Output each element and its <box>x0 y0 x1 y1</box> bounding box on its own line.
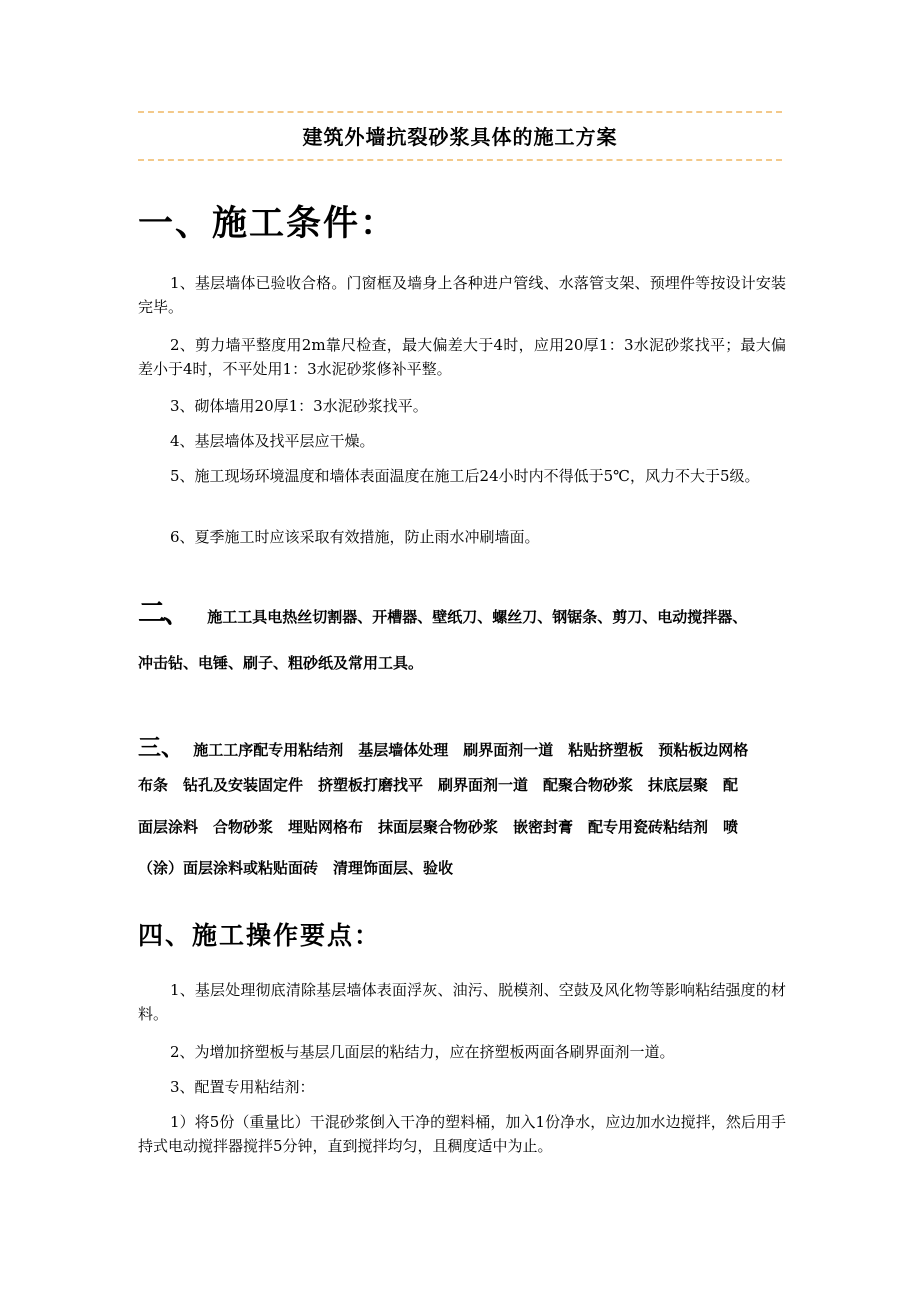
section3-line-2: 布条 钻孔及安装固定件 挤塑板打磨找平 刷界面剂一道 配聚合物砂浆 抹底层聚 配 <box>138 776 739 794</box>
section1-item-2: 2、剪力墙平整度用2m靠尺检查，最大偏差大于4时，应用20厚1：3水泥砂浆找平；最大偏差小于4时，不平处用1：3水泥砂浆修补平整。 <box>138 336 786 378</box>
section2-line-2: 冲击钻、电锤、刷子、粗砂纸及常用工具。 <box>138 654 424 672</box>
section1-item-4: 4、基层墙体及找平层应干燥。 <box>170 432 375 450</box>
section2-number: 二、 <box>138 596 189 629</box>
section3-line-1 <box>138 729 748 762</box>
section1-item-3: 3、砌体墙用20厚1：3水泥砂浆找平。 <box>170 397 428 415</box>
section4-item-4: 1）将5份（重量比）干混砂浆倒入干净的塑料桶，加入1份净水，应边加水边搅拌，然后用手持式电动搅拌器搅拌5分钟，直到搅拌均匀，且稠度适中为止。 <box>138 1113 786 1155</box>
top-dashed-divider <box>138 111 782 113</box>
section3-line-4: （涂）面层涂料或粘贴面砖 清理饰面层、验收 <box>138 859 454 877</box>
section1-item-6: 6、夏季施工时应该采取有效措施，防止雨水冲刷墙面。 <box>170 528 540 546</box>
section4-item-1: 1、基层处理彻底清除基层墙体表面浮灰、油污、脱模剂、空鼓及风化物等影响粘结强度的材料。 <box>138 981 786 1023</box>
section4-item-3: 3、配置专用粘结剂： <box>170 1078 315 1096</box>
section3-line-3: 面层涂料 合物砂浆 埋贴网格布 抹面层聚合物砂浆 嵌密封膏 配专用瓷砖粘结剂 喷 <box>138 818 739 836</box>
section1-heading: 一、施工条件： <box>138 203 398 244</box>
section4-heading: 四、施工操作要点： <box>138 921 382 950</box>
title-dashed-divider <box>138 159 782 161</box>
section3-text-1: 施工工序配专用粘结剂 基层墙体处理 刷界面剂一道 粘贴挤塑板 预粘板边网格 <box>193 741 749 759</box>
document-title: 建筑外墙抗裂砂浆具体的施工方案 <box>302 125 618 149</box>
section2-text-1: 施工工具电热丝切割器、开槽器、壁纸刀、螺丝刀、钢锯条、剪刀、电动搅拌器、 <box>207 608 748 626</box>
section2-line-1 <box>138 591 747 631</box>
section4-item-2: 2、为增加挤塑板与基层几面层的粘结力，应在挤塑板两面各刷界面剂一道。 <box>170 1043 675 1061</box>
section1-item-5: 5、施工现场环境温度和墙体表面温度在施工后24小时内不得低于5℃，风力不大于5级。 <box>170 467 760 485</box>
section3-number: 三、 <box>138 734 184 761</box>
section1-item-1: 1、基层墙体已验收合格。门窗框及墙身上各种进户管线、水落管支架、预埋件等按设计安装完毕。 <box>138 274 786 316</box>
